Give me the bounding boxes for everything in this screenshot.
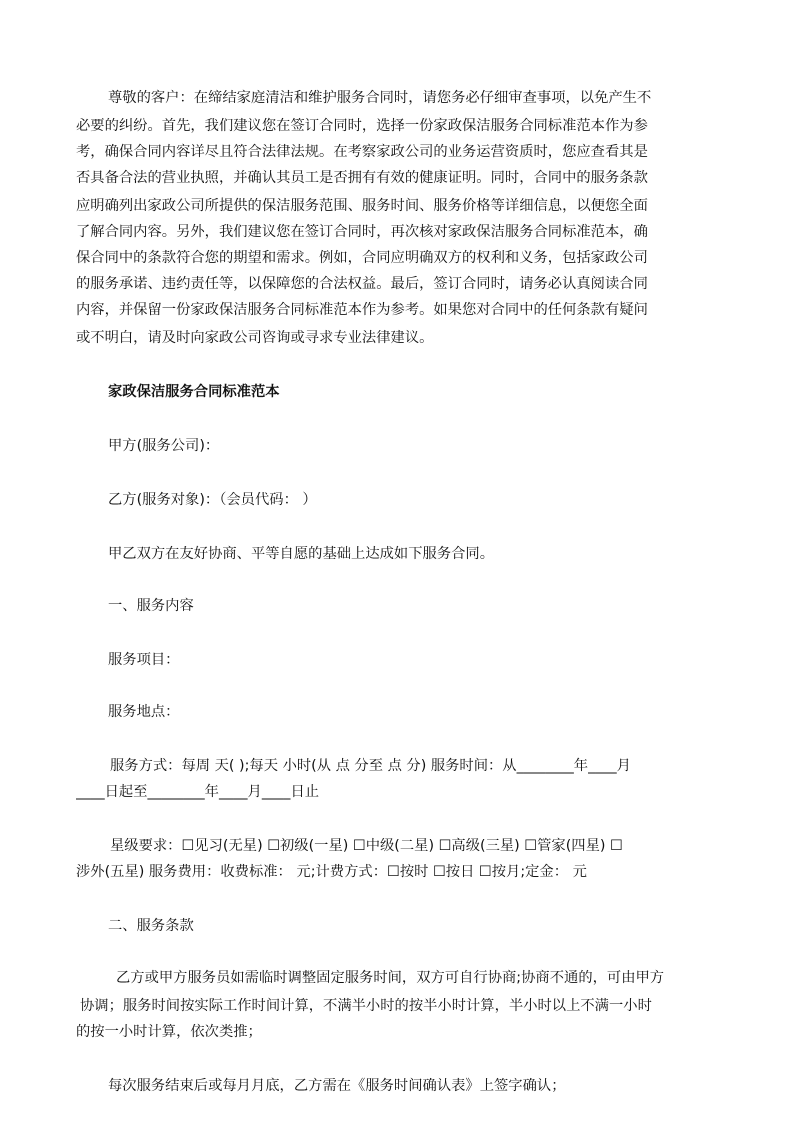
contract-title: 家政保洁服务合同标准范本 (108, 384, 280, 400)
clause-1-line-3: 的按一小时计算，依次类推； (76, 1024, 262, 1040)
intro-line-2: 必要的纠纷。首先，我们建议您在签订合同时，选择一份家政保洁服务合同标准范本作为参 (76, 118, 648, 134)
intro-line-10: 或不明白，请及时向家政公司咨询或寻求专业法律建议。 (76, 330, 434, 346)
clause-1-line-2: 协调；服务时间按实际工作时间计算，不满半小时的按半小时计算，半小时以上不满一小时 (80, 998, 652, 1014)
intro-line-6: 了解合同内容。另外，我们建议您在签订合同时，再次核对家政保洁服务合同标准范本，确 (76, 224, 648, 240)
section-1-heading: 一、服务内容 (108, 598, 194, 614)
service-method-line-1: 服务方式：每周 天( );每天 小时(从 点 分至 点 分) 服务时间：从________年____月 (110, 758, 631, 774)
party-a-line: 甲方(服务公司)： (108, 438, 220, 454)
intro-line-1: 尊敬的客户：在缔结家庭清洁和维护服务合同时，请您务必仔细审查事项，以免产生不 (108, 90, 652, 106)
service-method-line-2: ____日起至________年____月____日止 (76, 784, 320, 800)
star-requirement-line-1: 星级要求：☐见习(无星) ☐初级(一星) ☐中级(二星) ☐高级(三星) ☐管家(四星) ☐ (110, 838, 623, 854)
service-location-line: 服务地点： (108, 704, 180, 720)
party-b-line: 乙方(服务对象)：（会员代码： ） (108, 492, 317, 508)
intro-line-5: 应明确列出家政公司所提供的保洁服务范围、服务时间、服务价格等详细信息，以便您全面 (76, 198, 648, 214)
agreement-line: 甲乙双方在友好协商、平等自愿的基础上达成如下服务合同。 (108, 546, 495, 562)
star-requirement-line-2: 涉外(五星) 服务费用：收费标准： 元;计费方式：☐按时 ☐按日 ☐按月;定金： 元 (76, 864, 587, 880)
service-item-line: 服务项目： (108, 652, 180, 668)
intro-line-3: 考，确保合同内容详尽且符合法律法规。在考察家政公司的业务运营资质时，您应查看其是 (76, 144, 648, 160)
intro-line-8: 的服务承诺、违约责任等，以保障您的合法权益。最后，签订合同时，请务必认真阅读合同 (76, 276, 648, 292)
intro-line-9: 内容，并保留一份家政保洁服务合同标准范本作为参考。如果您对合同中的任何条款有疑问 (76, 302, 648, 318)
intro-line-7: 保合同中的条款符合您的期望和需求。例如，合同应明确双方的权利和义务，包括家政公司 (76, 250, 648, 266)
clause-2-line: 每次服务结束后或每月月底，乙方需在《服务时间确认表》上签字确认； (108, 1078, 566, 1094)
intro-line-4: 否具备合法的营业执照，并确认其员工是否拥有有效的健康证明。同时，合同中的服务条款 (76, 170, 648, 186)
clause-1-line-1: 乙方或甲方服务员如需临时调整固定服务时间，双方可自行协商;协商不通的，可由甲方 (116, 970, 665, 986)
section-2-heading: 二、服务条款 (108, 918, 194, 934)
